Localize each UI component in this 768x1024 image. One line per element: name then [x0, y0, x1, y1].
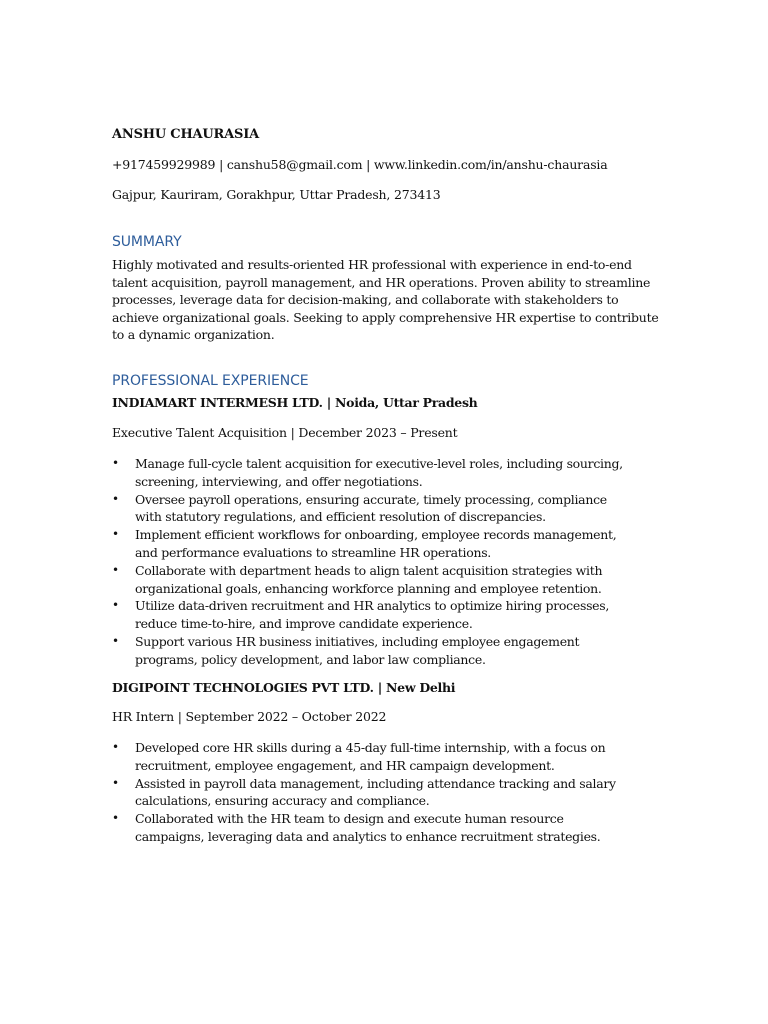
summary-heading: SUMMARY	[112, 234, 182, 250]
contact-line: +917459929989 | canshu58@gmail.com | www.linkedin.com/in/anshu-chaurasia	[112, 157, 608, 172]
job-bullets	[112, 739, 632, 846]
bullet-text: Utilize data-driven recruitment and HR analytics to optimize hiring processes, reduce time-to-hire, and improve candidate experience.	[135, 598, 610, 632]
bullet-text: Support various HR business initiatives, including employee engagement programs, policy development, and labor law compliance.	[135, 633, 580, 667]
bullet-text: Oversee payroll operations, ensuring accurate, timely processing, compliance with statutory regulations, and efficient resolution of discrepancies.	[135, 491, 607, 525]
summary-text: Highly motivated and results-oriented HR professional with experience in end-to-end talent acquisition, payroll management, and HR operations. Proven ability to streamline processes, leverage data for decision-making, and collaborate with stakeholders to achieve organizational goals. Seeking to apply comprehensive HR expertise to contribute to a dynamic organization.	[112, 257, 659, 343]
bullet-icon: •	[112, 491, 119, 506]
bullet-item	[112, 562, 632, 598]
job-company: INDIAMART INTERMESH LTD. | Noida, Uttar Pradesh	[112, 395, 478, 410]
bullet-text: Collaborate with department heads to align talent acquisition strategies with organizational goals, enhancing workforce planning and employee retention.	[135, 562, 603, 596]
bullet-item	[112, 739, 632, 775]
job-role: Executive Talent Acquisition | December 2023 – Present	[112, 425, 458, 440]
bullet-item	[112, 455, 632, 491]
job-role: HR Intern | September 2022 – October 2022	[112, 709, 387, 724]
experience-heading: PROFESSIONAL EXPERIENCE	[112, 373, 309, 389]
bullet-icon: •	[112, 527, 119, 542]
candidate-name: ANSHU CHAURASIA	[112, 127, 260, 142]
bullet-icon: •	[112, 740, 119, 754]
job-company: DIGIPOINT TECHNOLOGIES PVT LTD. | New Delhi	[112, 680, 456, 695]
bullet-text: Assisted in payroll data management, including attendance tracking and salary calculations, ensuring accuracy and compliance.	[135, 775, 616, 809]
address-line: Gajpur, Kauriram, Gorakhpur, Uttar Pradesh, 273413	[112, 187, 441, 202]
bullet-item	[112, 491, 632, 527]
bullet-icon: •	[112, 811, 119, 826]
bullet-item	[112, 810, 632, 846]
bullet-text: Collaborated with the HR team to design and execute human resource campaigns, leveraging data and analytics to enhance recruitment strategies.	[135, 811, 601, 844]
bullet-icon: •	[112, 598, 119, 613]
bullet-item	[112, 633, 632, 669]
bullet-item	[112, 526, 632, 562]
job-bullets	[112, 455, 632, 669]
bullet-text: Developed core HR skills during a 45-day full-time internship, with a focus on recruitment, employee engagement, and HR campaign development.	[135, 740, 606, 773]
bullet-item	[112, 597, 632, 633]
bullet-icon: •	[112, 633, 119, 648]
bullet-icon: •	[112, 775, 119, 790]
bullet-icon: •	[112, 562, 119, 577]
bullet-icon: •	[112, 456, 119, 470]
bullet-item	[112, 775, 632, 811]
bullet-text: Manage full-cycle talent acquisition for executive-level roles, including sourcing, screening, interviewing, and offer negotiations.	[135, 456, 623, 489]
bullet-text: Implement efficient workflows for onboarding, employee records management, and performance evaluations to streamline HR operations.	[135, 527, 617, 560]
